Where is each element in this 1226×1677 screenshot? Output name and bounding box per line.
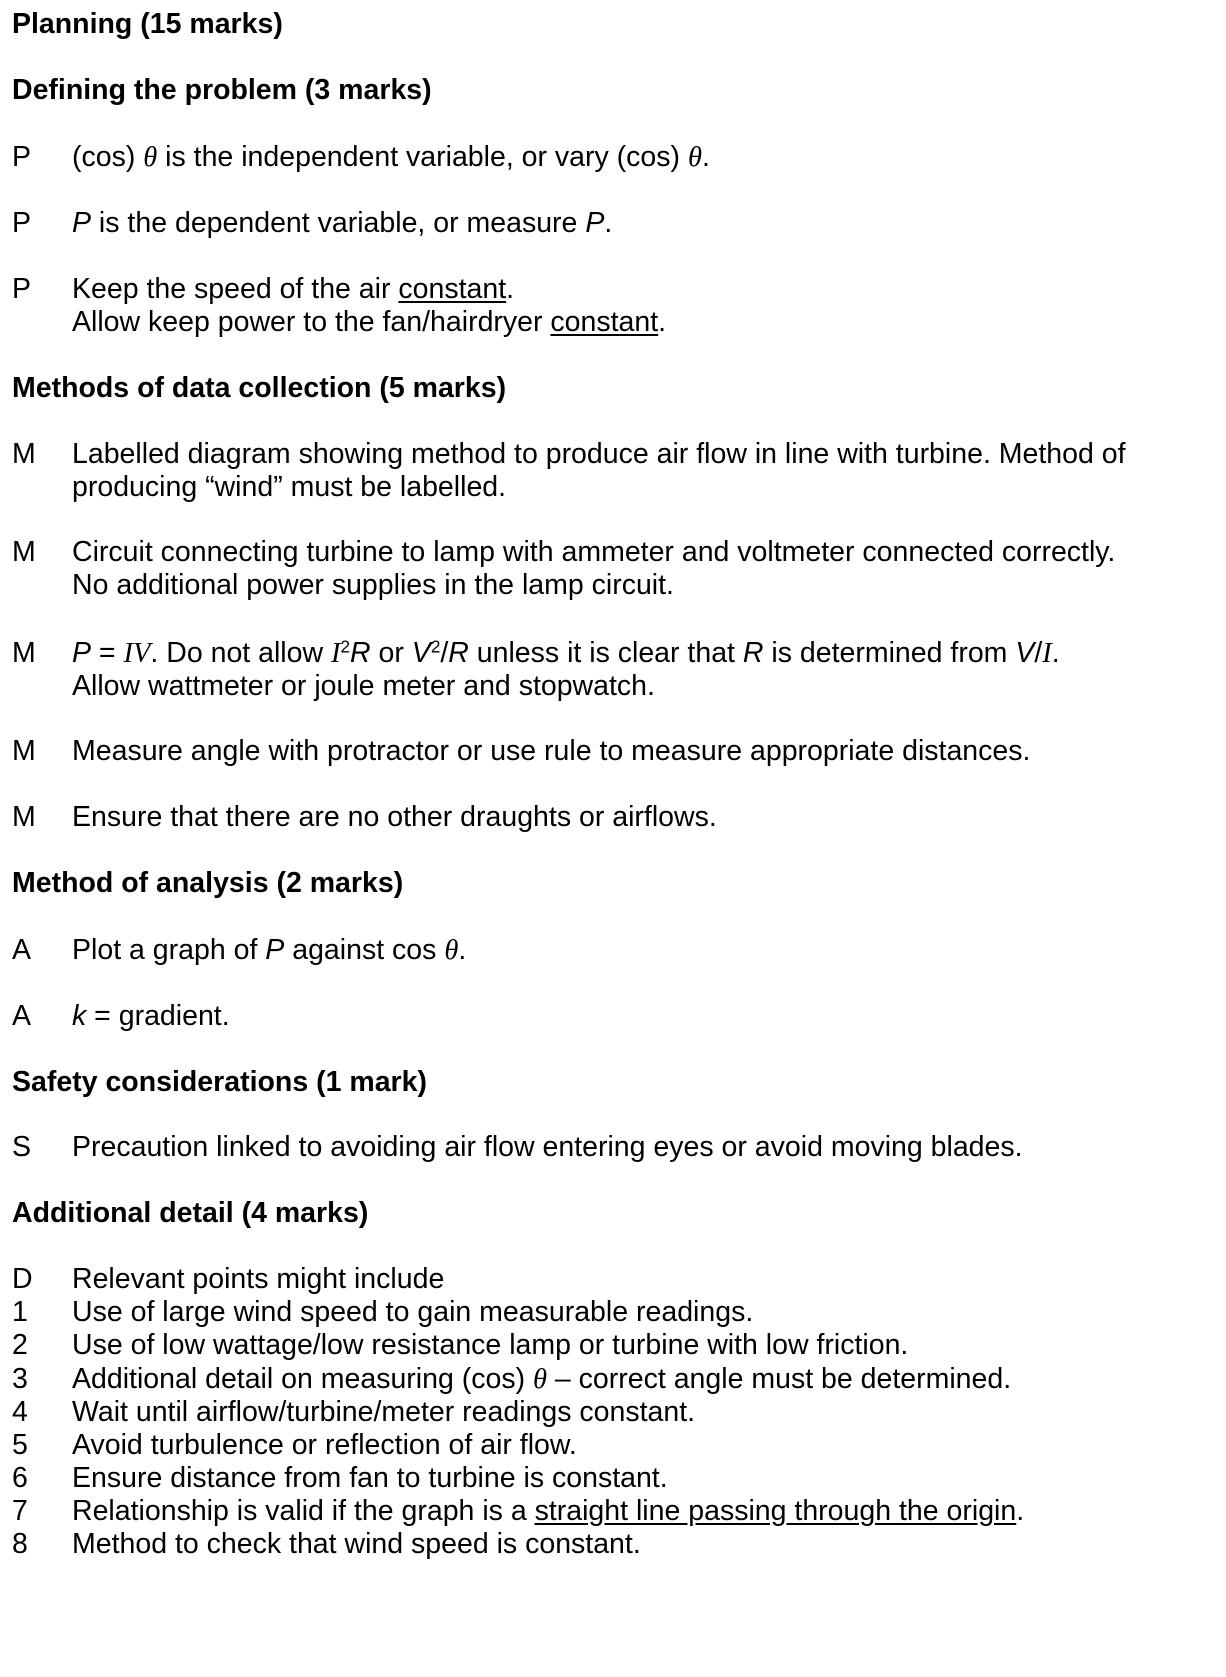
code-d6: 6 xyxy=(12,1462,28,1494)
code-m5: M xyxy=(12,801,36,833)
heading-additional: Additional detail (4 marks) xyxy=(12,1197,369,1229)
code-p3: P xyxy=(12,273,32,305)
item-d3: Additional detail on measuring (cos) θ – correct angle must be determined. xyxy=(72,1363,1012,1395)
code-p2: P xyxy=(12,207,32,239)
item-d1: Use of large wind speed to gain measurable readings. xyxy=(72,1296,754,1328)
item-m2-line2: No additional power supplies in the lamp circuit. xyxy=(72,569,674,601)
item-m3-line2: Allow wattmeter or joule meter and stopwatch. xyxy=(72,670,655,702)
item-m3-line1: P = IV. Do not allow $I^2R$ or $V^2/R$ unless it is clear that R is determined from V/I. xyxy=(72,637,1060,669)
code-s1: S xyxy=(12,1131,32,1163)
heading-planning: Planning (15 marks) xyxy=(12,8,283,40)
code-p1: P xyxy=(12,141,32,173)
item-m4: Measure angle with protractor or use rule to measure appropriate distances. xyxy=(72,735,1031,767)
code-d2: 2 xyxy=(12,1329,28,1361)
item-d: Relevant points might include xyxy=(72,1263,445,1295)
item-d8: Method to check that wind speed is constant. xyxy=(72,1528,641,1560)
item-d2: Use of low wattage/low resistance lamp or turbine with low friction. xyxy=(72,1329,909,1361)
heading-methods: Methods of data collection (5 marks) xyxy=(12,372,507,404)
item-d7: Relationship is valid if the graph is a straight line passing through the origin. xyxy=(72,1495,1025,1527)
item-m1-line1: Labelled diagram showing method to produce air flow in line with turbine. Method of xyxy=(72,438,1126,470)
code-d5: 5 xyxy=(12,1429,28,1461)
item-a2: k = gradient. xyxy=(72,1000,230,1032)
code-d4: 4 xyxy=(12,1396,28,1428)
code-a2: A xyxy=(12,1000,32,1032)
item-d5: Avoid turbulence or reflection of air flow. xyxy=(72,1429,577,1461)
code-a1: A xyxy=(12,934,32,966)
code-m2: M xyxy=(12,536,36,568)
code-d: D xyxy=(12,1263,33,1295)
code-d1: 1 xyxy=(12,1296,28,1328)
item-p2: P is the dependent variable, or measure P. xyxy=(72,207,613,239)
code-d3: 3 xyxy=(12,1363,28,1395)
item-s1: Precaution linked to avoiding air flow entering eyes or avoid moving blades. xyxy=(72,1131,1023,1163)
item-p3-line2: Allow keep power to the fan/hairdryer constant. xyxy=(72,306,667,338)
item-m5: Ensure that there are no other draughts or airflows. xyxy=(72,801,717,833)
heading-analysis: Method of analysis (2 marks) xyxy=(12,867,404,899)
heading-defining-problem: Defining the problem (3 marks) xyxy=(12,74,432,106)
code-d8: 8 xyxy=(12,1528,28,1560)
item-d4: Wait until airflow/turbine/meter readings constant. xyxy=(72,1396,696,1428)
item-d6: Ensure distance from fan to turbine is constant. xyxy=(72,1462,668,1494)
item-p3-line1: Keep the speed of the air constant. xyxy=(72,273,515,305)
item-p1: (cos) θ is the independent variable, or vary (cos) θ. xyxy=(72,141,710,173)
code-m4: M xyxy=(12,735,36,767)
item-m2-line1: Circuit connecting turbine to lamp with ammeter and voltmeter connected correctly. xyxy=(72,536,1116,568)
code-m3: M xyxy=(12,637,36,669)
item-a1: Plot a graph of P against cos θ. xyxy=(72,934,467,966)
code-m1: M xyxy=(12,438,36,470)
heading-safety: Safety considerations (1 mark) xyxy=(12,1066,427,1098)
item-m1-line2: producing “wind” must be labelled. xyxy=(72,471,507,503)
code-d7: 7 xyxy=(12,1495,28,1527)
